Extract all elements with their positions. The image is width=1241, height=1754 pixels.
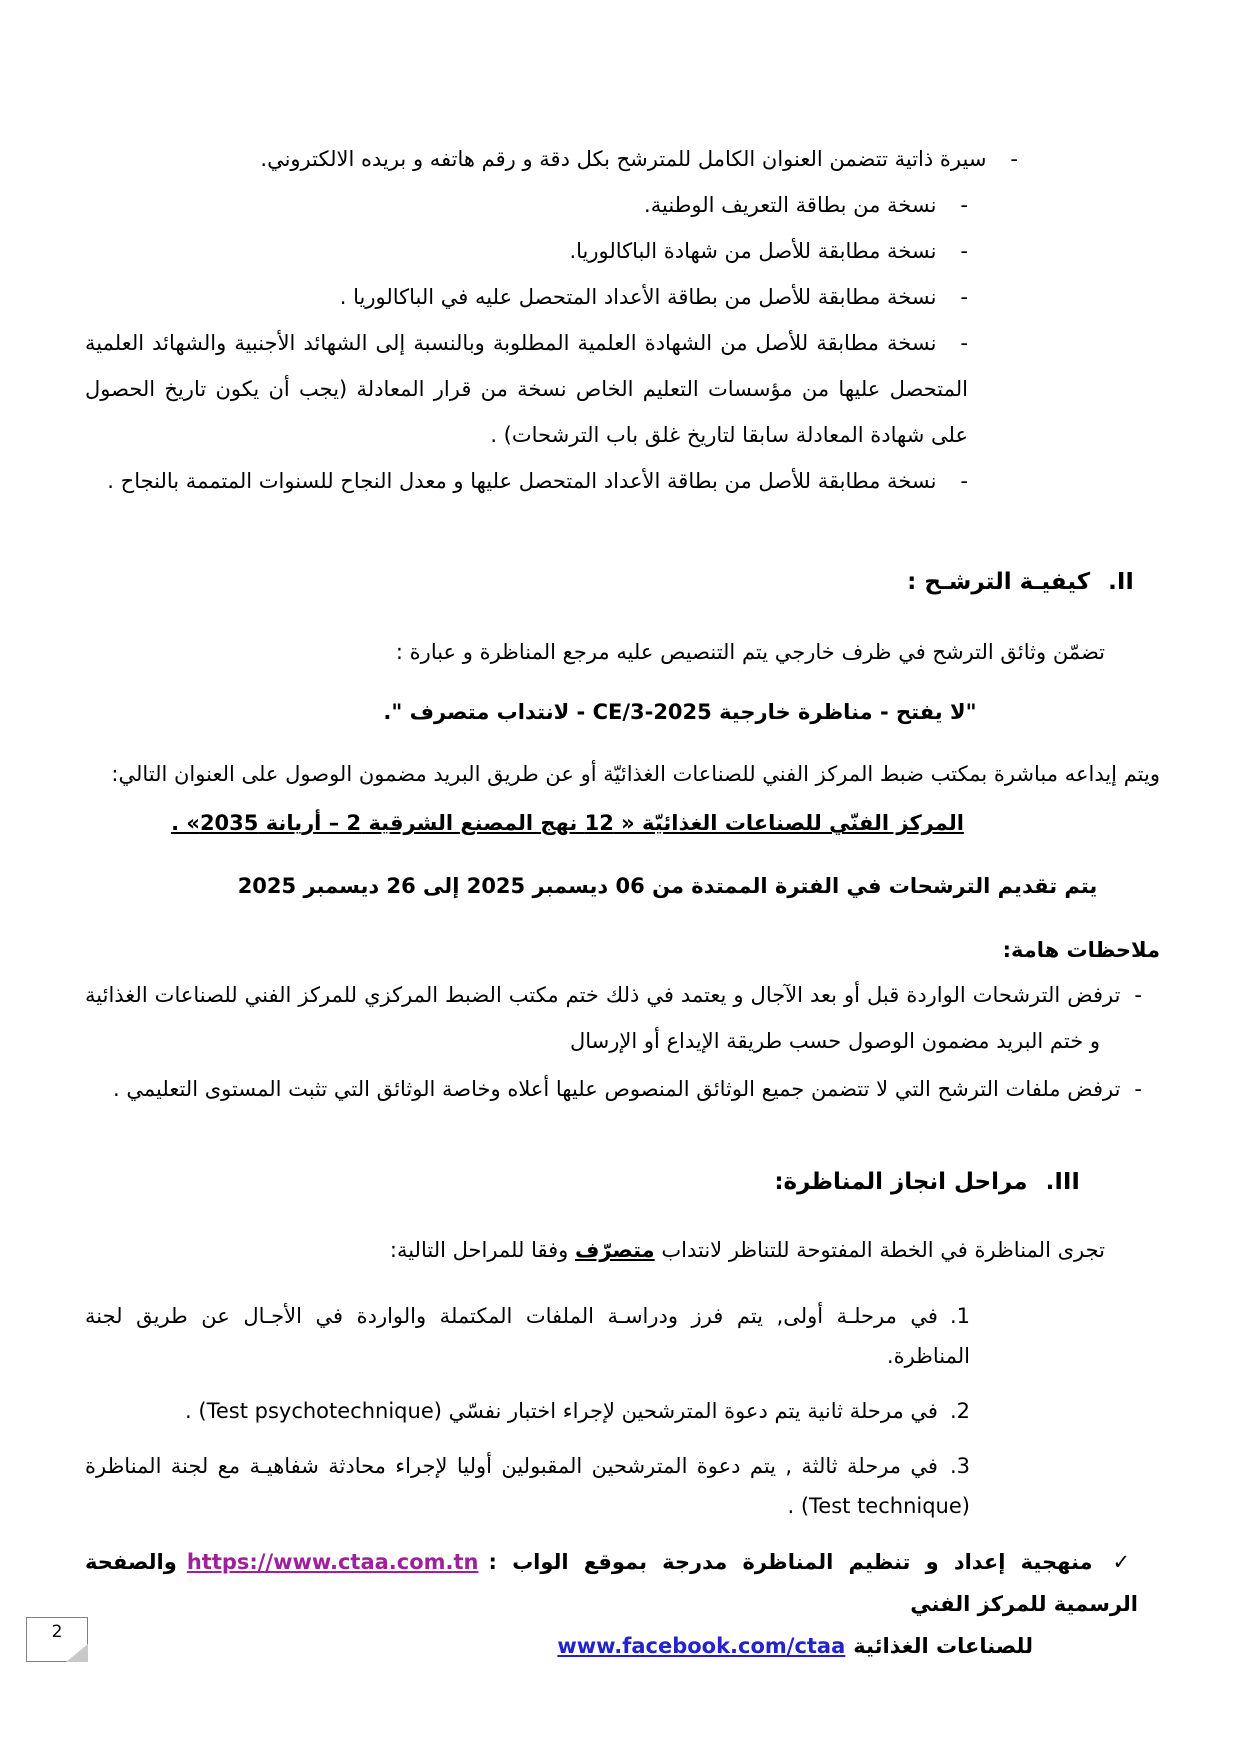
dash-bullet: -	[960, 193, 968, 217]
step-number: 3.	[949, 1454, 970, 1478]
step-text: في مرحلة ثالثة , يتم دعوة المترشحين المقبولين أوليا لإجراء محادثة شفاهيـة مع لجنة المناظرة (Test technique) .	[85, 1454, 970, 1518]
submission-period: يتم تقديم الترشحات في الفترة الممتدة من 06 ديسمبر 2025 إلى 26 ديسمبر 2025	[237, 874, 1098, 898]
list-item-text: نسخة مطابقة للأصل من بطاقة الأعداد المتحصل عليه في الباكالوريا .	[339, 285, 937, 309]
dash-bullet: -	[960, 469, 968, 493]
step-number: 1.	[949, 1304, 970, 1328]
list-item-text: نسخة من بطاقة التعريف الوطنية.	[644, 193, 937, 217]
methodology-text-line2: للصناعات الغذائية	[853, 1634, 1033, 1658]
step-item	[85, 1446, 1160, 1526]
ctaa-website-link[interactable]: https://www.ctaa.com.tn	[186, 1550, 479, 1574]
section-title: مراحل انجاز المناظرة:	[774, 1169, 1028, 1195]
list-item-text: نسخة مطابقة للأصل من بطاقة الأعداد المتحصل عليها و معدل النجاح للسنوات المتممة بالنجاح .	[107, 469, 937, 493]
envelope-label: "لا يفتح - مناظرة خارجية CE/3-2025 - لانتداب متصرف ".	[383, 700, 977, 724]
list-item	[85, 228, 1160, 274]
list-item	[85, 320, 1160, 458]
methodology-note-line1	[85, 1541, 1160, 1625]
dash-bullet: -	[960, 285, 968, 309]
page-number: 2	[51, 1622, 63, 1642]
facebook-page-link[interactable]: www.facebook.com/ctaa	[557, 1634, 846, 1658]
list-item	[85, 458, 1160, 504]
list-item-text: نسخة مطابقة للأصل من الشهادة العلمية المطلوبة وبالنسبة إلى الشهائد الأجنبية والشهائد العلمية المتحصل عليها من مؤسسات التعليم الخاص نسخة من قرار المعادلة (يجب أن يكون تاريخ الحصول على شهادة المعادلة سابقا لتاريخ غلق باب الترشحات) .	[85, 331, 968, 447]
stages-intro-emphasis: متصرّف	[574, 1238, 655, 1262]
dash-bullet: -	[1134, 1077, 1142, 1101]
dash-bullet: -	[960, 239, 968, 263]
section-numeral: III.	[1045, 1169, 1080, 1195]
stages-steps-list	[85, 1296, 1160, 1526]
stages-intro-before: تجرى المناظرة في الخطة المفتوحة للتناظر لانتداب	[654, 1238, 1105, 1262]
delivery-paragraph: ويتم إيداعه مباشرة بمكتب ضبط المركز الفني للصناعات الغذائيّة أو عن طريق البريد مضمون الوصول على العنوان التالي:	[111, 762, 1160, 786]
methodology-note-line2	[85, 1625, 1160, 1667]
address-line: المركز الفنّي للصناعات الغذائيّة « 12 نهج المصنع الشرقية 2 – أريانة 2035» .	[171, 811, 964, 835]
stages-intro-after: وفقا للمراحل التالية:	[389, 1238, 575, 1262]
stages-intro-paragraph	[85, 1230, 1160, 1270]
note-item	[85, 972, 1160, 1064]
checkmark-icon: ✓	[1112, 1550, 1138, 1574]
note-item-text: ترفض ملفات الترشح التي لا تتضمن جميع الوثائق المنصوص عليها أعلاه وخاصة الوثائق التي تثبت المستوى التعليمي .	[113, 1077, 1121, 1101]
methodology-text: منهجية إعداد و تنظيم المناظرة مدرجة بموقع الواب :	[488, 1550, 1093, 1574]
section-title: كيفيـة الترشـح :	[907, 569, 1091, 595]
dash-bullet: -	[960, 331, 968, 355]
list-item-text: نسخة مطابقة للأصل من شهادة الباكالوريا.	[569, 239, 937, 263]
section-heading-how-to-apply	[85, 562, 1160, 602]
apply-intro-paragraph: تضمّن وثائق الترشح في ظرف خارجي يتم التنصيص عليه مرجع المناظرة و عبارة :	[395, 640, 1105, 664]
section-numeral: II.	[1108, 569, 1134, 595]
page-number-badge	[26, 1617, 88, 1662]
required-documents-list	[85, 136, 1160, 504]
step-item	[85, 1391, 1160, 1431]
step-text: في مرحلة ثانية يتم دعوة المترشحين لإجراء اختبار نفسّي (Test psychotechnique) .	[185, 1399, 938, 1423]
list-item	[85, 136, 1160, 182]
step-item	[85, 1296, 1160, 1376]
section-heading-stages	[85, 1162, 1160, 1202]
note-item-text: ترفض الترشحات الواردة قبل أو بعد الآجال و يعتمد في ذلك ختم مكتب الضبط المركزي للمركز الفني للصناعات الغذائية و ختم البريد مضمون الوصول حسب طريقة الإيداع أو الإرسال	[85, 983, 1121, 1053]
methodology-text-suffix: والصفحة الرسمية للمركز الفني	[85, 1550, 1138, 1616]
step-text: في مرحلـة أولى, يتم فرز ودراسـة الملفات المكتملة والواردة في الأجـال عن طريق لجنة المناظرة.	[85, 1304, 970, 1368]
list-item	[85, 274, 1160, 320]
dash-bullet: -	[1010, 147, 1018, 171]
folded-corner-icon	[66, 1644, 88, 1662]
list-item	[85, 182, 1160, 228]
dash-bullet: -	[1134, 983, 1142, 1007]
step-number: 2.	[949, 1399, 970, 1423]
notes-title: ملاحظات هامة:	[1002, 938, 1160, 962]
list-item-text: سيرة ذاتية تتضمن العنوان الكامل للمترشح بكل دقة و رقم هاتفه و بريده الالكتروني.	[260, 147, 987, 171]
note-item	[85, 1066, 1160, 1112]
important-notes-list	[85, 972, 1160, 1112]
